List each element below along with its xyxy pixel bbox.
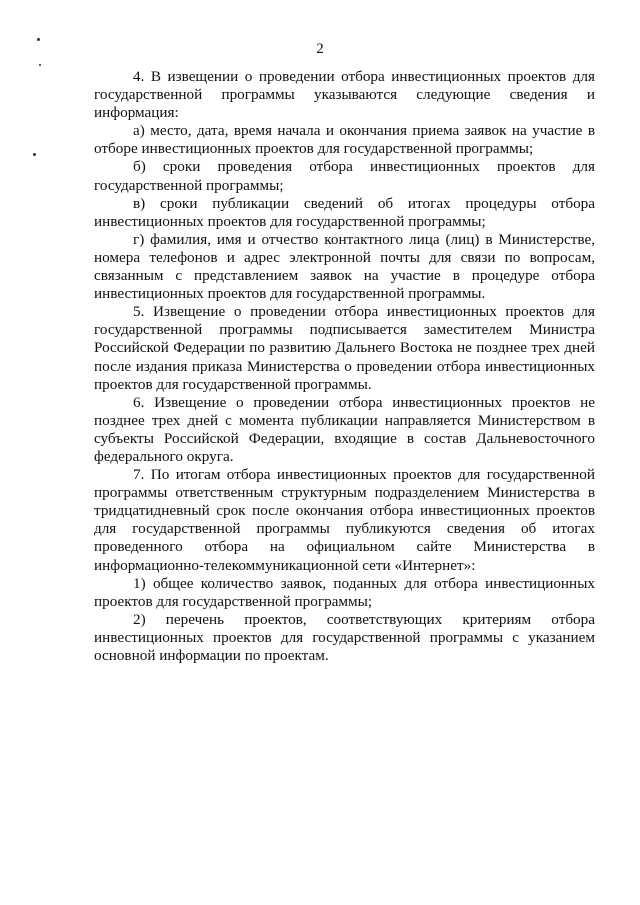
paragraph-subitem-a: а) место, дата, время начала и окончания приема заявок на участие в отборе инвестиционных проектов для государственной программы; <box>94 122 595 158</box>
paragraph-subitem-b: б) сроки проведения отбора инвестиционных проектов для государственной программы; <box>94 158 595 194</box>
paragraph-item-4: 4. В извещении о проведении отбора инвестиционных проектов для государственной программы указываются следующие сведения и информация: <box>94 68 595 122</box>
paragraph-item-7: 7. По итогам отбора инвестиционных проектов для государственной программы ответственным структурным подразделением Министерства в тридцатидневный срок после окончания отбора инвестиционных проектов для государственной программы публикуются сведения об итогах проведенного отбора на официальном сайте Министерства в информационно-телекоммуникационной сети «Интернет»: <box>94 466 595 574</box>
scan-speck <box>39 64 41 66</box>
paragraph-subitem-g: г) фамилия, имя и отчество контактного лица (лиц) в Министерстве, номера телефонов и адрес электронной почты для связи по вопросам, связанным с представлением заявок на участие в процедуре отбора инвестиционных проектов для государственной программы. <box>94 230 595 303</box>
paragraph-subitem-2: 2) перечень проектов, соответствующих критериям отбора инвестиционных проектов для государственной программы с указанием основной информации по проектам. <box>94 610 595 664</box>
paragraph-subitem-v: в) сроки публикации сведений об итогах процедуры отбора инвестиционных проектов для государственной программы; <box>94 194 595 230</box>
document-body <box>94 68 595 665</box>
paragraph-item-6: 6. Извещение о проведении отбора инвестиционных проектов не позднее трех дней с момента публикации направляется Министерством в субъекты Российской Федерации, входящие в состав Дальневосточного федерального округа. <box>94 393 595 465</box>
paragraph-subitem-1: 1) общее количество заявок, поданных для отбора инвестиционных проектов для государственной программы; <box>94 574 595 610</box>
paragraph-item-5: 5. Извещение о проведении отбора инвестиционных проектов для государственной программы подписывается заместителем Министра Российской Федерации по развитию Дальнего Востока не позднее трех дней после издания приказа Министерства о проведении отбора инвестиционных проектов для государственной программы. <box>94 303 595 393</box>
scan-speck <box>33 153 36 156</box>
page-number: 2 <box>316 41 324 57</box>
